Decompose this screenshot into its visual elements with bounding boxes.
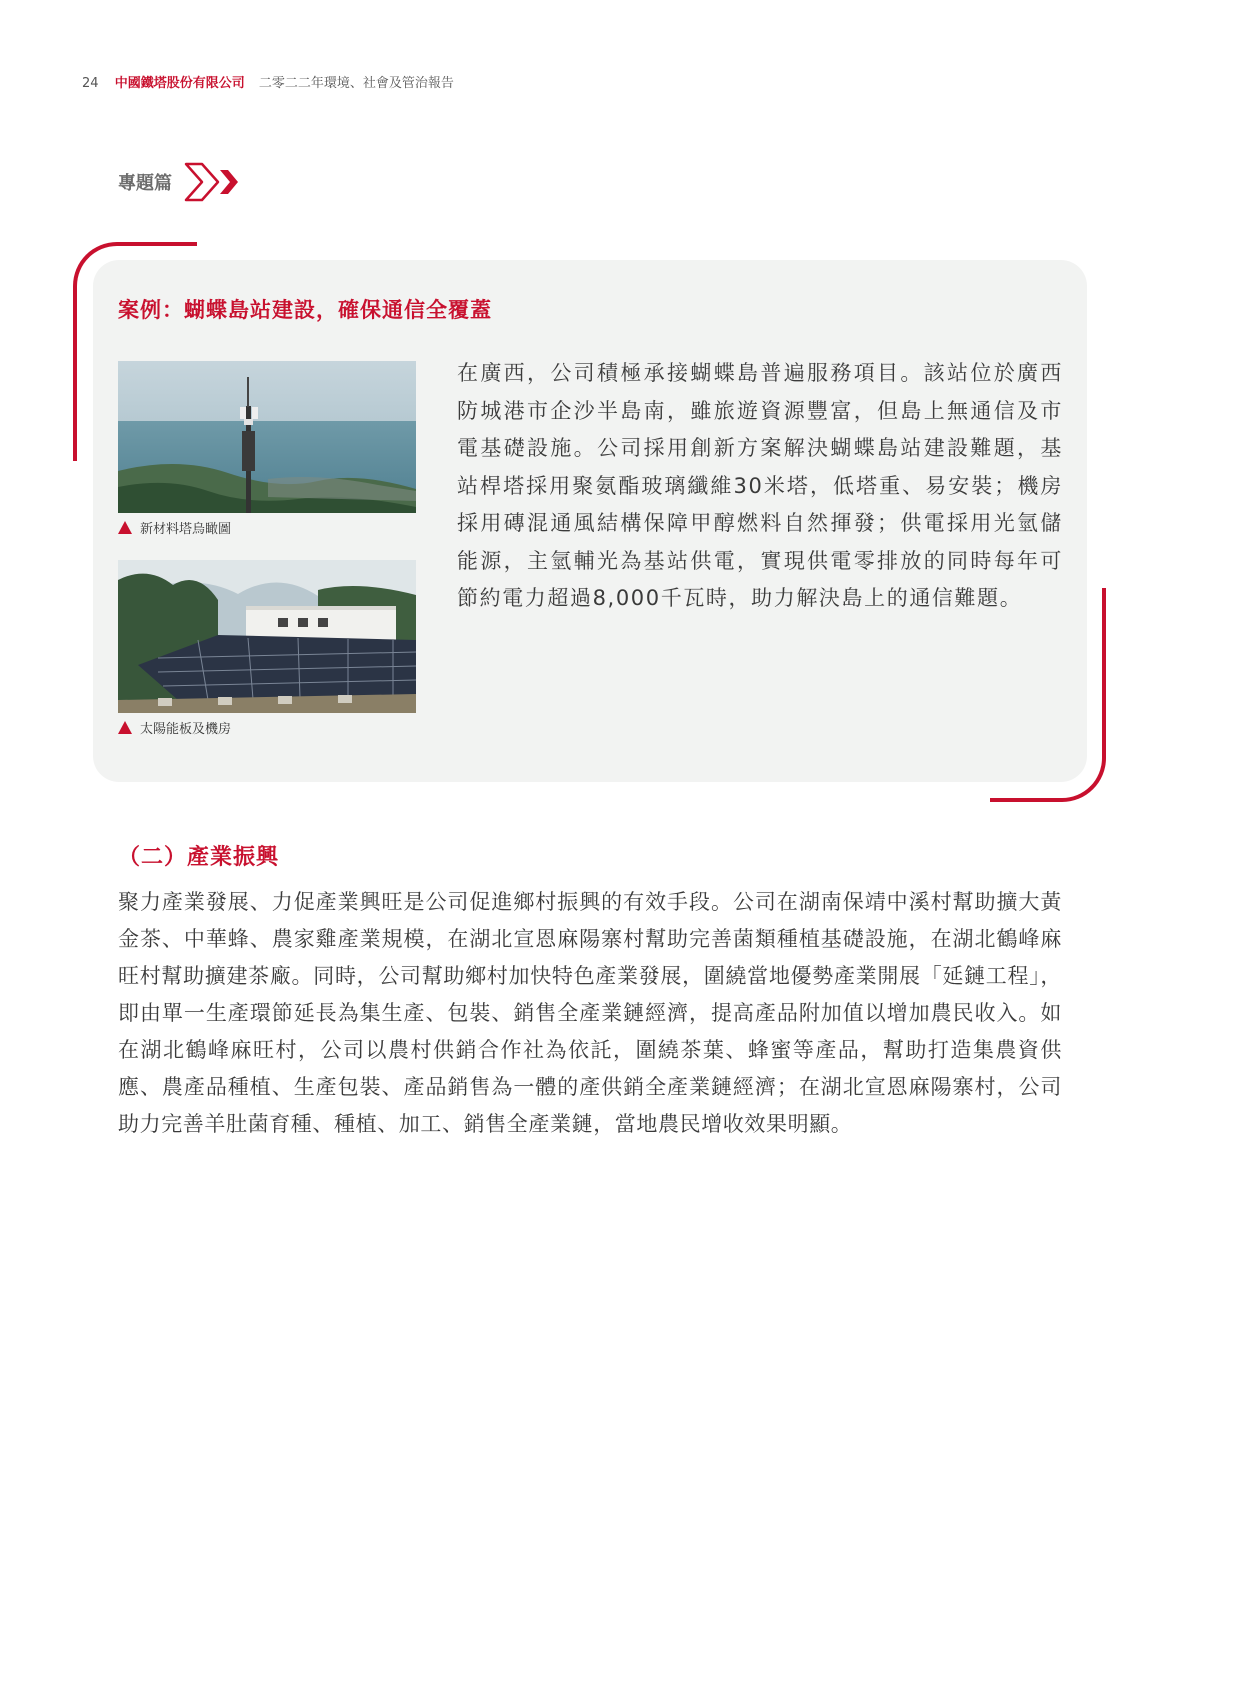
photo-caption-text: 新材料塔烏瞰圖: [140, 522, 232, 537]
section-heading: （二）產業振興: [118, 845, 280, 870]
page-header: [82, 72, 454, 91]
tower-aerial-photo: [118, 361, 416, 513]
case-study-title: 案例：蝴蝶島站建設，確保通信全覆蓋: [118, 298, 492, 322]
double-chevron-icon: [182, 160, 244, 204]
triangle-icon: [118, 721, 132, 734]
page-number: 24: [82, 76, 99, 91]
photo-caption: [118, 718, 231, 737]
section-body: 聚力產業發展、力促產業興旺是公司促進鄉村振興的有效手段。公司在湖南保靖中溪村幫助擴大黃金茶、中華蜂、農家雞產業規模，在湖北宣恩麻陽寨村幫助完善菌類種植基礎設施，在湖北鶴峰麻旺村幫助擴建茶廠。同時，公司幫助鄉村加快特色產業發展，圍繞當地優勢產業開展「延鏈工程」，即由單一生產環節延長為集生產、包裝、銷售全產業鏈經濟，提高產品附加值以增加農民收入。如在湖北鶴峰麻旺村，公司以農村供銷合作社為依託，圍繞茶葉、蜂蜜等產品，幫助打造集農資供應、農產品種植、生產包裝、產品銷售為一體的產供銷全產業鏈經濟；在湖北宣恩麻陽寨村，公司助力完善羊肚菌育種、種植、加工、銷售全產業鏈，當地農民增收效果明顯。: [118, 890, 1062, 1136]
section-tag-label: 專題篇: [118, 173, 172, 194]
company-name: 中國鐵塔股份有限公司: [114, 76, 245, 91]
report-title: 二零二二年環境、社會及管治報告: [258, 76, 454, 91]
photo-caption: [118, 518, 231, 537]
case-study-body: 在廣西，公司積極承接蝴蝶島普遍服務項目。該站位於廣西防城港市企沙半島南，雖旅遊資源豐富，但島上無通信及市電基礎設施。公司採用創新方案解決蝴蝶島站建設難題，基站桿塔採用聚氨酯玻璃纖維30米塔，低塔重、易安裝；機房採用磚混通風結構保障甲醇燃料自然揮發；供電採用光氫儲能源，主氫輔光為基站供電，實現供電零排放的同時每年可節約電力超過8,000千瓦時，助力解決島上的通信難題。: [457, 361, 1063, 610]
photo-caption-text: 太陽能板及機房: [140, 722, 232, 737]
section-tag: [118, 160, 244, 204]
triangle-icon: [118, 521, 132, 534]
solar-panel-photo: [118, 560, 416, 713]
